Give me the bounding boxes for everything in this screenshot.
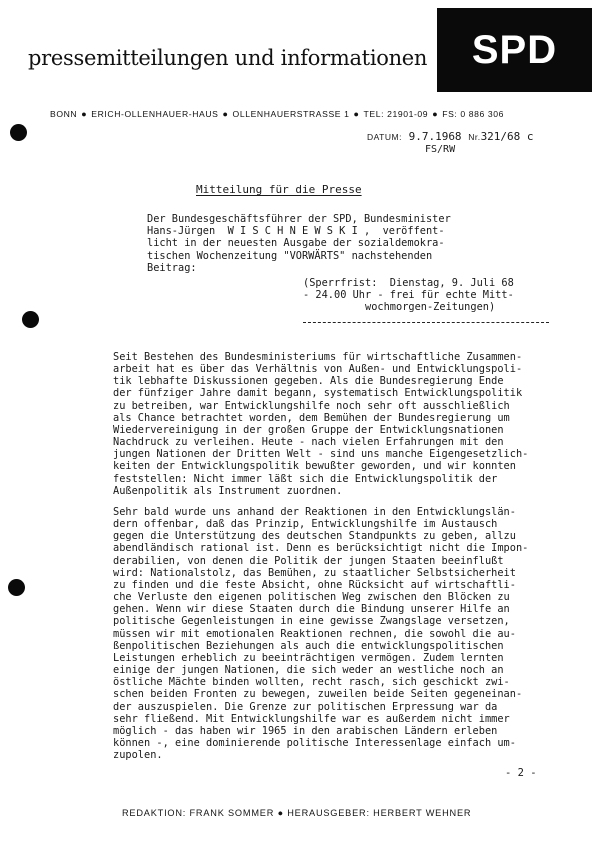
punch-hole-bottom — [8, 579, 25, 596]
body-paragraph-1: Seit Bestehen des Bundesministeriums für wirtschaftliche Zusammen- arbeit hat es über das Verhältnis von Außen- und Entwicklungspoli- tik lebhafte Diskussionen gegeben. Als die Bundesregierung Ende der fünfziger Jahre damit begann, systematisch Entwicklungspolitik zu betreiben, war Entwicklungshilfe noch sehr oft ausschließlich als Chance betrachtet worden, dem Bemühen der Bundesregierung um Wiedervereinigung in der großen Gruppe der Entwicklungsnationen Nachdruck zu verleihen. Heute - nach vielen Erfahrungen mit den jungen Nationen der Dritten Welt - sind uns manche Eigengesetzlich- keiten der Entwicklungspolitik bewußter geworden, und wir konnten feststellen: Nicht immer läßt sich die Entwicklungspolitik der Außenpolitik als Instrument zuordnen. — [113, 351, 529, 497]
bullet-icon: ● — [432, 109, 439, 119]
document-title: Mitteilung für die Presse — [196, 183, 362, 196]
reference-initials: FS/RW — [425, 144, 456, 155]
footer-credits — [122, 808, 471, 818]
address-phone: TEL: 21901-09 — [363, 109, 429, 119]
footer-editor: REDAKTION: FRANK SOMMER — [122, 808, 275, 818]
address-street: OLLENHAUERSTRASSE 1 — [232, 109, 350, 119]
bullet-icon: ● — [222, 109, 229, 119]
address-building: ERICH-OLLENHAUER-HAUS — [91, 109, 219, 119]
punch-hole-top — [10, 124, 27, 141]
address-city: BONN — [50, 109, 78, 119]
spd-logo: SPD — [437, 8, 592, 92]
bullet-icon: ● — [353, 109, 360, 119]
page-continuation: - 2 - — [505, 767, 537, 779]
date-value: 9.7.1968 — [408, 130, 462, 143]
bullet-icon: ● — [81, 109, 88, 119]
address-line — [50, 109, 504, 119]
number-label: Nr. — [468, 132, 481, 142]
embargo-underline — [303, 322, 549, 323]
intro-text: Der Bundesgeschäftsführer der SPD, Bundesminister Hans-Jürgen W I S C H N E W S K I , veröffent- licht in der neuesten Ausgabe der sozialdemokra- tischen Wochenzeitung "VORWÄRTS" nachstehenden Beitrag: — [147, 213, 451, 274]
bullet-icon: ● — [277, 808, 284, 818]
date-line — [367, 130, 534, 143]
number-value: 321/68 c — [480, 130, 534, 143]
masthead-title: pressemitteilungen und informationen — [28, 46, 428, 70]
punch-hole-middle — [22, 311, 39, 328]
address-telex: FS: 0 886 306 — [442, 109, 505, 119]
body-paragraph-2: Sehr bald wurde uns anhand der Reaktionen in den Entwicklungslän- dern offenbar, daß das Prinzip, Entwicklungshilfe im Austausch gegen die Unterstützung des deutschen Standpunkts zu geben, allzu abendländisch rational ist. Denn es berücksichtigt nicht die Impon- derabilien, von denen die Politik der jungen Staaten beeinflußt wird: Nationalstolz, das Bemühen, zu staatlicher Selbstsicherheit zu finden und die feste Absicht, ohne Rücksicht auf wirtschaftli- che Verluste den eigenen politischen Weg zwischen den Blöcken zu gehen. Wenn wir diese Staaten durch die Bindung unserer Hilfe an politische Gegenleistungen in eine gewisse Zwangslage versetzen, müssen wir mit emotionalen Reaktionen rechnen, die sowohl die au- ßenpolitischen Beziehungen als auch die entwicklungspolitischen Leistungen erheblich zu beeinträchtigen vermögen. Zudem lernten einige der jungen Nationen, die sich weder an westliche noch an östliche Mächte binden wollten, recht rasch, sich geschickt zwi- schen beiden Fronten zu bewegen, zuweilen beide Seiten gegeneinan- der auszuspielen. Die Grenze zur politischen Erpressung war da sehr fließend. Mit Entwicklungshilfe war es außerdem nicht immer möglich - das haben wir 1965 in den arabischen Ländern erleben können -, eine dominierende politische Interessenlage einfach um- zupolen. — [113, 506, 529, 762]
embargo-notice: (Sperrfrist: Dienstag, 9. Juli 68 - 24.00 Uhr - frei für echte Mitt- wochmorgen-Zeitungen) — [303, 277, 514, 314]
footer-publisher: HERAUSGEBER: HERBERT WEHNER — [287, 808, 472, 818]
date-label: DATUM: — [367, 132, 402, 142]
